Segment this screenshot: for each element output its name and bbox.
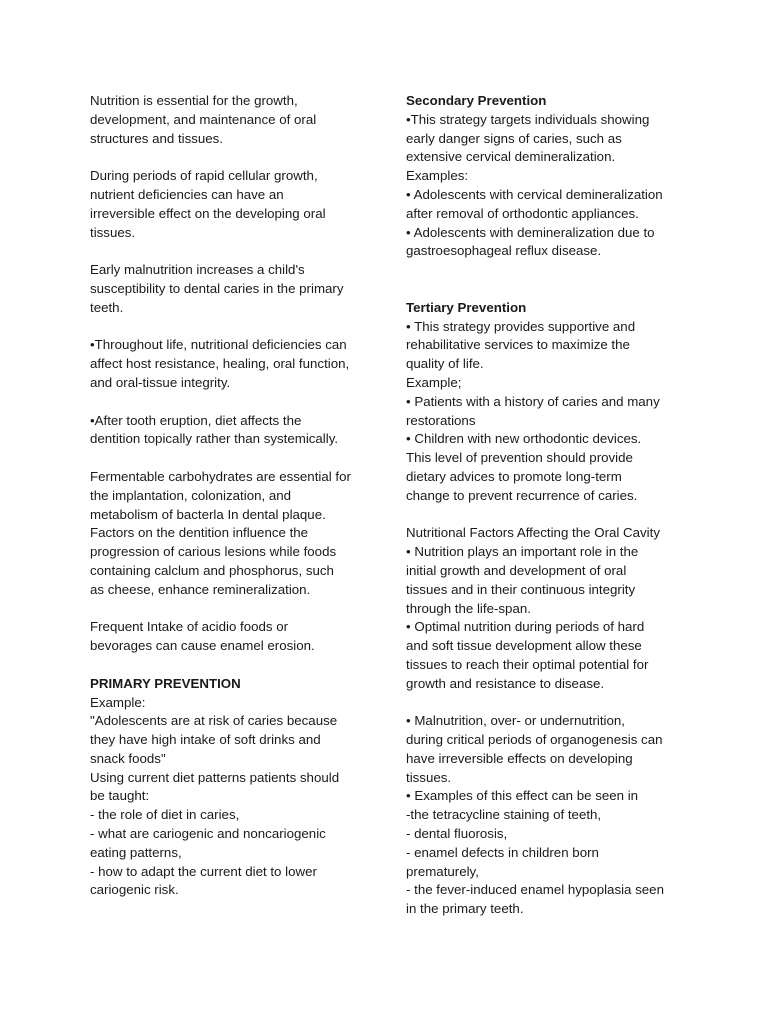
- text-line: snack foods": [90, 750, 166, 766]
- text-line: Examples:: [406, 168, 469, 184]
- text-line: be taught:: [90, 788, 150, 804]
- text-line: Frequent Intake of acidio foods or: [90, 619, 289, 635]
- paragraph-tertiary-prevention: [406, 318, 678, 506]
- text-line: quality of life.: [406, 356, 484, 372]
- text-line: and oral-tissue integrity.: [90, 374, 231, 390]
- text-line: have irreversible effects on developing: [406, 750, 633, 766]
- text-line: - how to adapt the current diet to lower: [90, 863, 317, 879]
- text-line: extensive cervical demineralization.: [406, 149, 616, 165]
- text-line: containing calclum and phosphorus, such: [90, 562, 334, 578]
- text-line: Nutrition is essential for the growth,: [90, 93, 298, 108]
- paragraph-primary-prevention: [90, 694, 372, 901]
- text-line: • Children with new orthodontic devices.: [406, 431, 642, 447]
- text-line: nutrient deficiencies can have an: [90, 186, 284, 202]
- paragraph-throughout-life: [90, 336, 372, 392]
- text-line: tissues.: [90, 224, 136, 240]
- text-line: progression of carious lesions while foods: [90, 544, 337, 560]
- paragraph-acidic-foods: [90, 618, 372, 656]
- text-line: teeth.: [90, 299, 124, 315]
- text-line: • Adolescents with cervical demineralization: [406, 186, 663, 202]
- text-line: cariogenic risk.: [90, 882, 179, 898]
- text-line: Fermentable carbohydrates are essential for: [90, 468, 351, 484]
- text-line: initial growth and development of oral: [406, 562, 627, 578]
- text-line: Example;: [406, 374, 462, 390]
- text-line: in the primary teeth.: [406, 901, 524, 917]
- text-line: "Adolescents are at risk of caries because: [90, 713, 338, 729]
- text-line: restorations: [406, 412, 476, 428]
- text-line: growth and resistance to disease.: [406, 675, 605, 691]
- text-line: as cheese, enhance remineralization.: [90, 581, 311, 597]
- text-line: Factors on the dentition influence the: [90, 525, 309, 541]
- paragraph-nutritional-factors: [406, 524, 678, 693]
- text-line: prematurely,: [406, 863, 479, 879]
- text-line: the implantation, colonization, and: [90, 487, 292, 503]
- text-line: During periods of rapid cellular growth,: [90, 168, 318, 184]
- text-line: susceptibility to dental caries in the primary: [90, 280, 344, 296]
- tertiary-prevention-heading: Tertiary Prevention: [406, 299, 527, 315]
- text-line: • Nutrition plays an important role in the: [406, 544, 639, 560]
- text-line: - dental fluorosis,: [406, 826, 508, 842]
- text-line: • Adolescents with demineralization due to: [406, 224, 655, 240]
- text-line: Using current diet patterns patients should: [90, 769, 340, 785]
- text-line: •Throughout life, nutritional deficiencies can: [90, 337, 347, 353]
- text-line: early danger signs of caries, such as: [406, 130, 622, 146]
- paragraph-after-eruption: [90, 412, 372, 450]
- right-column: [406, 92, 678, 919]
- text-line: •This strategy targets individuals showing: [406, 111, 650, 127]
- text-line: tissues and in their continuous integrity: [406, 581, 636, 597]
- text-line: Example:: [90, 694, 146, 710]
- text-line: eating patterns,: [90, 844, 182, 860]
- paragraph-nutrition-intro: [90, 92, 372, 148]
- text-line: through the life-span.: [406, 600, 531, 616]
- paragraph-fermentable-carbohydrates: [90, 468, 372, 600]
- text-line: • Optimal nutrition during periods of hard: [406, 619, 645, 635]
- text-line: change to prevent recurrence of caries.: [406, 487, 638, 503]
- primary-prevention-heading: PRIMARY PREVENTION: [90, 675, 241, 691]
- text-line: - the fever-induced enamel hypoplasia seen: [406, 882, 664, 898]
- paragraph-early-malnutrition: [90, 261, 372, 317]
- text-line: development, and maintenance of oral: [90, 111, 317, 127]
- text-line: during critical periods of organogenesis can: [406, 732, 663, 748]
- text-line: Nutritional Factors Affecting the Oral Cavity: [406, 525, 660, 541]
- text-line: they have high intake of soft drinks and: [90, 732, 321, 748]
- left-column: [90, 92, 372, 900]
- text-line: • Examples of this effect can be seen in: [406, 788, 639, 804]
- text-line: •After tooth eruption, diet affects the: [90, 412, 302, 428]
- text-line: • Malnutrition, over- or undernutrition,: [406, 713, 625, 729]
- text-line: dietary advices to promote long-term: [406, 468, 622, 484]
- text-line: irreversible effect on the developing oral: [90, 205, 326, 221]
- text-line: metabolism of bacterla In dental plaque.: [90, 506, 326, 522]
- text-line: -the tetracycline staining of teeth,: [406, 807, 602, 823]
- paragraph-rapid-growth: [90, 167, 372, 242]
- text-line: • Patients with a history of caries and many: [406, 393, 660, 409]
- paragraph-secondary-prevention: [406, 111, 678, 261]
- text-line: and soft tissue development allow these: [406, 638, 642, 654]
- text-line: affect host resistance, healing, oral function,: [90, 356, 350, 372]
- text-line: tissues.: [406, 769, 452, 785]
- text-line: This level of prevention should provide: [406, 450, 633, 466]
- text-line: Early malnutrition increases a child's: [90, 262, 305, 278]
- text-line: gastroesophageal reflux disease.: [406, 243, 602, 259]
- paragraph-malnutrition-effects: [406, 712, 678, 919]
- text-line: • This strategy provides supportive and: [406, 318, 636, 334]
- text-line: structures and tissues.: [90, 130, 224, 146]
- text-line: - the role of diet in caries,: [90, 807, 240, 823]
- text-line: bevorages can cause enamel erosion.: [90, 638, 315, 654]
- text-line: after removal of orthodontic appliances.: [406, 205, 639, 221]
- text-line: dentition topically rather than systemically.: [90, 431, 339, 447]
- text-line: - enamel defects in children born: [406, 844, 599, 860]
- text-line: tissues to reach their optimal potential for: [406, 656, 649, 672]
- text-line: rehabilitative services to maximize the: [406, 337, 630, 353]
- text-line: - what are cariogenic and noncariogenic: [90, 826, 326, 842]
- secondary-prevention-heading: Secondary Prevention: [406, 93, 547, 108]
